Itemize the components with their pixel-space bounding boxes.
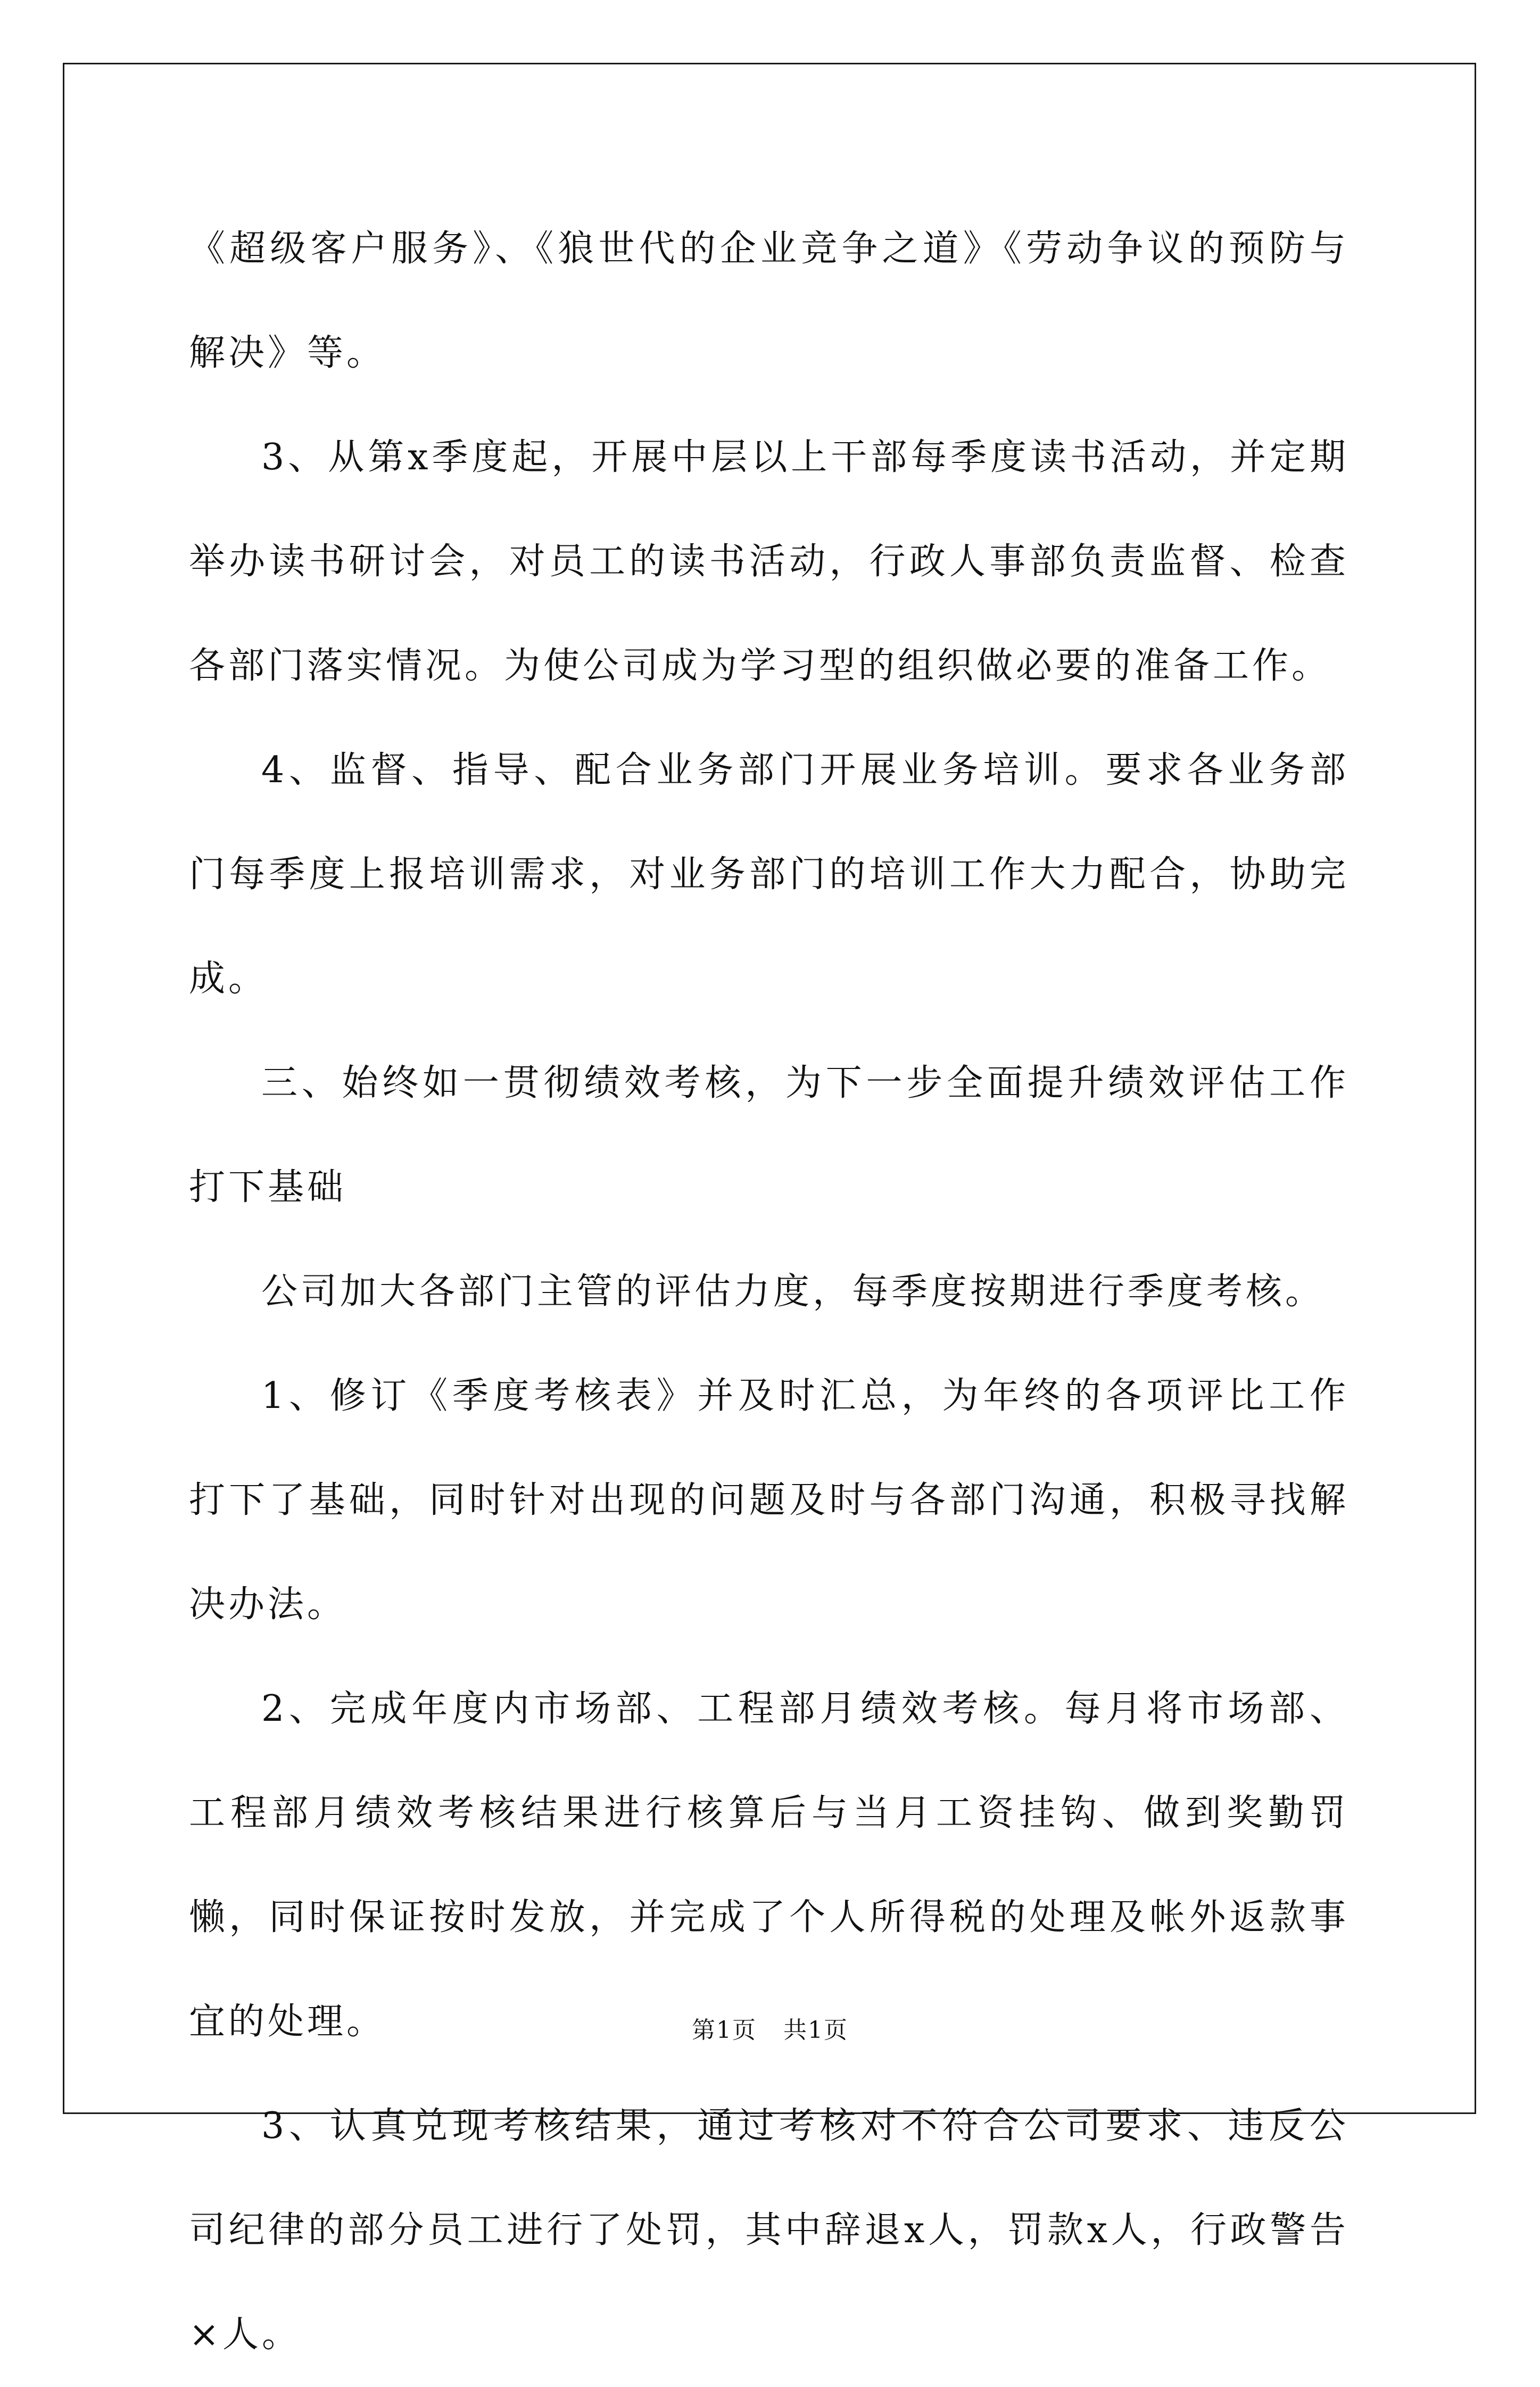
paragraph: 3、认真兑现考核结果，通过考核对不符合公司要求、违反公司纪律的部分员工进行了处罚，其中辞退x人，罚款x人，行政警告×人。	[189, 2105, 1349, 2356]
section-heading: 三、始终如一贯彻绩效考核，为下一步全面提升绩效评估工作打下基础	[189, 1062, 1349, 1208]
paragraph: 4、监督、指导、配合业务部门开展业务培训。要求各业务部门每季度上报培训需求，对业务部门的培训工作大力配合，协助完成。	[189, 749, 1349, 1000]
page-footer	[0, 2016, 1540, 2045]
paragraph: 公司加大各部门主管的评估力度，每季度按期进行季度考核。	[261, 1271, 1325, 1313]
paragraph: 2、完成年度内市场部、工程部月绩效考核。每月将市场部、工程部月绩效考核结果进行核算后与当月工资挂钩、做到奖勤罚懒，同时保证按时发放，并完成了个人所得税的处理及帐外返款事宜的处理。	[189, 1688, 1349, 2043]
paragraph: 1、修订《季度考核表》并及时汇总，为年终的各项评比工作打下了基础，同时针对出现的问题及时与各部门沟通，积极寻找解决办法。	[189, 1375, 1349, 1626]
paragraph: 3、从第x季度起，开展中层以上干部每季度读书活动，并定期举办读书研讨会，对员工的读书活动，行政人事部负责监督、检查各部门落实情况。为使公司成为学习型的组织做必要的准备工作。	[189, 436, 1349, 687]
page-number: 第1页	[692, 2017, 757, 2044]
paragraph: 《超级客户服务》、《狼世代的企业竞争之道》《劳动争议的预防与解决》等。	[189, 228, 1349, 374]
document-body	[189, 197, 1349, 2387]
page-total: 共1页	[783, 2017, 848, 2044]
